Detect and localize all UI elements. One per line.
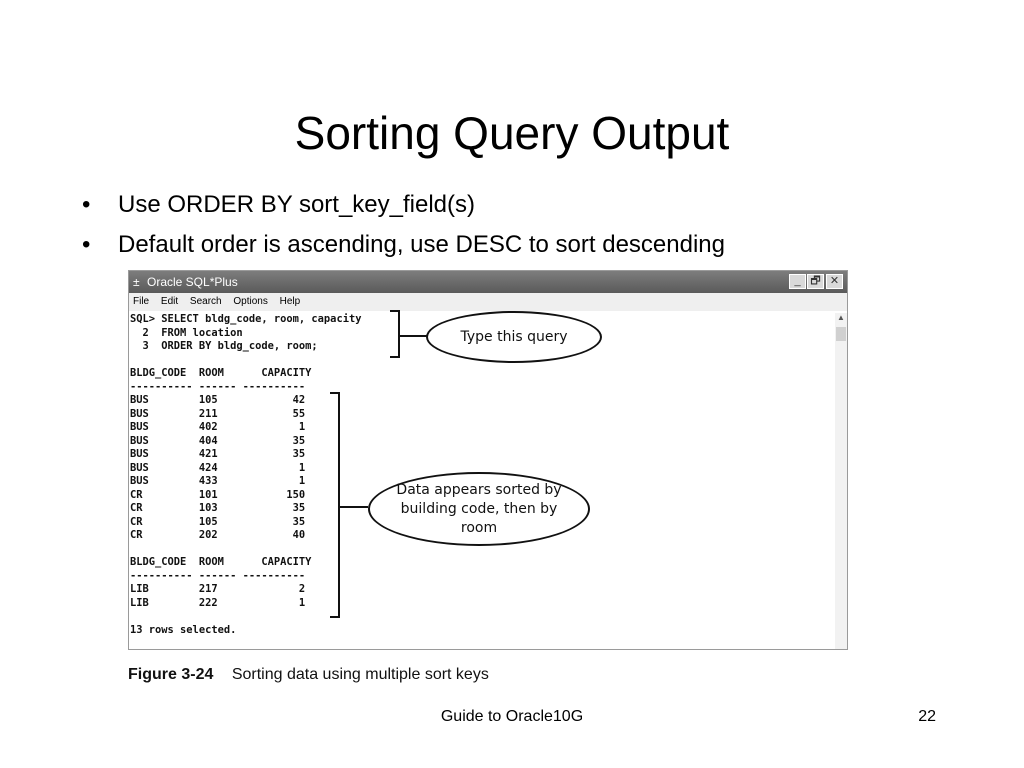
query-callout-connector [400,335,427,337]
console-line: LIB 222 1 [130,596,306,609]
bullet-text: Default order is ascending, use DESC to sort descending [118,231,725,258]
menu-search[interactable]: Search [189,296,222,307]
console-line: 3 ORDER BY bldg_code, room; [130,340,318,352]
menu-file[interactable]: File [133,296,150,307]
bullet-icon: • [82,191,91,218]
console-line: CR 103 35 [130,502,306,514]
menu-options[interactable]: Options [233,296,268,307]
console-line: LIB 217 2 [130,583,306,595]
restore-button[interactable]: 🗗 [807,274,824,289]
data-callout: Data appears sorted by building code, then by room [368,472,590,546]
data-callout-connector [340,506,368,508]
console-line [129,610,835,624]
console-line: BLDG_CODE ROOM CAPACITY [130,556,312,568]
console-line: BUS 211 55 [130,407,306,420]
query-bracket [390,310,400,358]
console-line: 13 rows selected. [130,623,237,636]
minimize-button[interactable]: _ [789,274,806,289]
page-number: 22 [918,708,936,725]
console-line: SQL> SELECT bldg_code, room, capacity [130,313,362,325]
query-callout: Type this query [426,311,602,363]
oracle-app-icon: ± [133,275,140,289]
console-line: 2 FROM location [130,326,243,339]
console-line: BUS 421 35 [130,448,306,460]
slide-footer: Guide to Oracle10G [440,708,584,725]
close-button[interactable]: ✕ [826,274,843,289]
bullet-item [82,185,725,225]
window-titlebar[interactable] [129,271,847,293]
bullet-icon: • [82,231,91,258]
console-line: CR 105 35 [130,515,306,528]
menu-bar [129,293,847,311]
data-bracket [330,392,340,618]
bullet-text: Use ORDER BY sort_key_field(s) [118,191,475,218]
figure-number: Figure 3-24 [128,666,214,683]
console-line: BUS 433 1 [130,475,306,487]
menu-edit[interactable]: Edit [160,296,179,307]
console-line: ---------- ------ ---------- [130,380,306,393]
console-line: ---------- ------ ---------- [130,569,306,582]
bullet-item [82,225,725,265]
vertical-scrollbar[interactable] [835,313,847,649]
console-line: BLDG_CODE ROOM CAPACITY [130,367,312,379]
menu-help[interactable]: Help [279,296,301,307]
console-line: BUS 404 35 [130,434,306,447]
console-line: CR 202 40 [130,529,306,541]
scroll-thumb[interactable] [836,327,846,341]
console-line: BUS 402 1 [130,421,306,433]
slide-title: Sorting Query Output [294,107,730,159]
console-line: CR 101 150 [130,488,306,501]
bullet-list [82,185,725,265]
figure-caption [128,666,489,684]
figure-caption-text: Sorting data using multiple sort keys [231,666,489,683]
console-line: BUS 424 1 [130,461,306,474]
scroll-up-icon[interactable]: ▲ [837,313,845,322]
console-line: BUS 105 42 [130,394,306,406]
window-title: Oracle SQL*Plus [147,275,238,289]
